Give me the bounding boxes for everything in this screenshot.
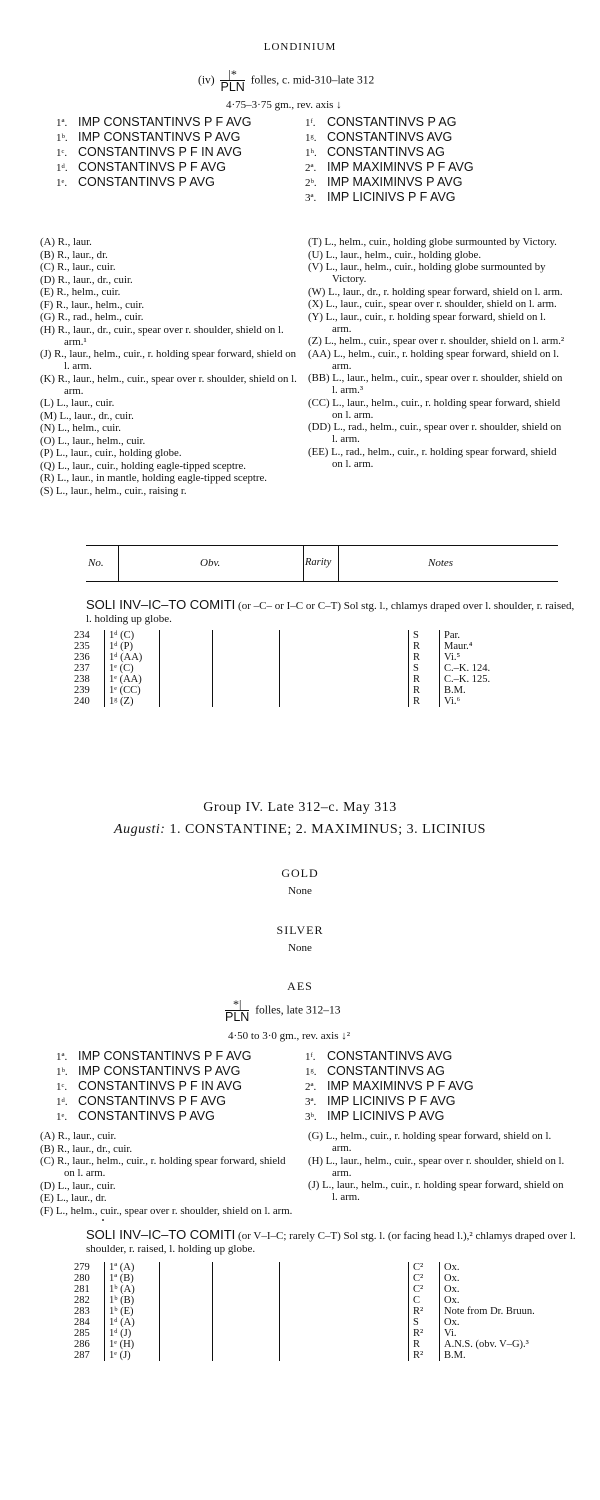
bust-type-item: (CC) L., laur., helm., cuir., r. holding spear forward, shield on l. arm. [308,396,561,421]
empty-cell [213,696,280,707]
bust-type-item: (T) L., helm., cuir., holding globe surmounted by Victory. [308,236,557,248]
empty-cell [160,1339,213,1350]
empty-cell [160,1295,213,1306]
empty-cell [280,1295,355,1306]
table-row [74,641,584,652]
empty-cell [213,641,280,652]
legend-key: 1ᵍ. [305,132,317,144]
header-no: No. [88,557,104,569]
table-row [74,1295,584,1306]
table-header-divider [303,545,304,581]
rarity: R [409,685,440,696]
empty-cell [213,1339,280,1350]
empty-cell [280,1317,355,1328]
bust-type-item: (B) R., laur., dr., cuir. [40,1142,133,1155]
obverse-ref: 1ᵍ (Z) [105,696,160,707]
empty-cell [160,1317,213,1328]
legend-text: CONSTANTINVS AVG [327,130,453,144]
running-head: LONDINIUM [263,41,337,53]
empty-cell [354,1317,409,1328]
empty-cell [213,652,280,663]
catalogue-number: 281 [74,1284,90,1295]
group4-issue-description: folles, late 312–13 [255,1004,341,1017]
obverse-legend-item [56,1050,296,1064]
obverse-legend-item [56,161,296,175]
bust-type-item: (J) L., laur., helm., cuir., r. holding spear forward, shield on l. arm. [308,1179,564,1203]
augusti-line [0,822,600,839]
empty-cell [280,1328,355,1339]
catalogue-number: 279 [74,1262,90,1273]
table-row [74,674,584,685]
empty-cell [213,685,280,696]
obverse-legend-item [56,146,296,160]
legend-text: CONSTANTINVS P AVG [78,1109,215,1123]
catalogue-number: 235 [74,641,90,652]
rarity: R² [409,1328,440,1339]
legend-key: 1ᶠ. [305,1051,316,1063]
table-row [74,663,584,674]
obverse-legends-right [305,116,575,206]
obverse-legend-item [56,1110,296,1124]
notes: Ox. [440,1284,585,1295]
obverse-legend-item [305,116,575,130]
catalogue-number: 284 [74,1317,90,1328]
notes: B.M. [440,1350,585,1361]
obverse-ref: 1ᵉ (CC) [105,685,160,696]
empty-cell [213,1317,280,1328]
bust-type-item: (R) L., laur., in mantle, holding eagle-tipped sceptre. [40,472,267,484]
obverse-ref: 1ᵈ (A) [105,1317,160,1328]
obverse-legend-item [56,131,296,145]
legend-text: IMP LICINIVS P AVG [327,1109,445,1123]
empty-cell [280,1273,355,1284]
empty-cell [354,1350,409,1361]
obverse-ref: 1ᵉ (AA) [105,674,160,685]
group4-weight-axis: 4·50 to 3·0 gm., rev. axis ↓² [228,1030,351,1042]
gold-none: None [288,885,312,897]
group4-bust-types-left [40,1130,298,1217]
legend-text: IMP CONSTANTINVS P F AVG [78,115,252,129]
empty-cell [213,674,280,685]
bust-type-item: (A) R., laur. [40,236,92,248]
group4-obverse-legends-left [56,1050,296,1125]
printer-dot [102,1219,104,1221]
legend-text: IMP CONSTANTINVS P F AVG [78,1049,252,1063]
aes-heading: AES [287,979,313,993]
obverse-legend-item [305,161,575,175]
notes: Vi.⁶ [440,696,585,707]
mint-mark [220,68,244,94]
issue-description: folles, c. mid-310–late 312 [250,74,375,87]
bust-type-item: (S) L., laur., helm., cuir., raising r. [40,484,187,497]
obverse-legend-item [305,176,575,190]
table-row [74,685,584,696]
empty-cell [354,1273,409,1284]
obverse-ref: 1ᵇ (E) [105,1306,160,1317]
legend-key: 1ᵇ. [56,1066,68,1078]
empty-cell [280,652,355,663]
obverse-legend-item [305,131,575,145]
obverse-legend-item [56,1080,296,1094]
notes: Ox. [440,1295,585,1306]
empty-cell [280,674,355,685]
empty-cell [280,663,355,674]
group-title: Group IV. Late 312–c. May 313 [203,800,397,815]
obverse-ref: 1ª (A) [105,1262,160,1273]
reverse-description [86,598,576,626]
bust-type-item: (L) L., laur., cuir. [40,397,115,409]
rarity: C² [409,1284,440,1295]
notes: Ox. [440,1262,585,1273]
legend-text: CONSTANTINVS P AG [327,115,457,129]
table-row [74,652,584,663]
group4-mint-mark [225,998,249,1024]
header-notes: Notes [428,557,454,569]
notes: Par. [440,630,585,641]
rarity: R [409,1339,440,1350]
notes: Maur.⁴ [440,641,585,652]
empty-cell [354,641,409,652]
augusti-names: 1. CONSTANTINE; 2. MAXIMINUS; 3. LICINIUS [169,822,486,837]
empty-cell [354,1306,409,1317]
empty-cell [213,630,280,641]
legend-key: 1ᵇ. [56,132,68,144]
empty-cell [280,1262,355,1273]
empty-cell [354,630,409,641]
rarity: C² [409,1273,440,1284]
obverse-legend-item [305,146,575,160]
reverse-legend: SOLI INV–IC–TO COMITI [86,597,236,612]
silver-none: None [288,942,312,954]
augusti-label: Augusti: [114,822,166,837]
bust-type-item: (AA) L., helm., cuir., r. holding spear forward, shield on l. arm. [308,347,559,372]
table-row [74,1328,584,1339]
empty-cell [213,1350,280,1361]
notes: C.–K. 124. [440,663,585,674]
catalogue-number: 234 [74,630,90,641]
empty-cell [354,1328,409,1339]
bust-type-item: (E) L., laur., dr. [40,1192,107,1204]
section-label: (iv) [198,74,215,87]
catalogue-number: 285 [74,1328,90,1339]
empty-cell [160,663,213,674]
bust-type-item: (U) L., laur., helm., cuir., holding globe. [308,248,482,261]
group4-reverse-text: (or V–I–C; rarely C–T) Sol stg. l. (or facing head l.),² chlamys draped over l. shoulder, r. raised, l. holding up globe. [86,1230,576,1255]
empty-cell [213,1262,280,1273]
legend-text: IMP MAXIMINVS P AVG [327,175,463,189]
table-header-bottom-rule [86,581,558,582]
group4-mint-mark-line [222,998,522,1024]
legend-key: 3ª. [305,1096,317,1108]
bust-type-item: (F) L., helm., cuir., spear over r. shoulder, shield on l. arm. [40,1204,293,1217]
legend-key: 1ᵉ. [56,1111,68,1123]
obverse-legend-item [56,1095,296,1109]
catalogue-number: 237 [74,663,90,674]
catalogue-number: 240 [74,696,90,707]
empty-cell [213,1295,280,1306]
catalogue-number: 239 [74,685,90,696]
empty-cell [160,696,213,707]
legend-key: 1ᵉ. [56,177,68,189]
mint-mark-line [198,68,498,94]
group4-bust-types-right [308,1130,566,1204]
obverse-legends-left [56,116,296,191]
legend-text: CONSTANTINVS P F IN AVG [78,145,242,159]
group4-reverse-description [86,1228,576,1256]
obverse-ref: 1ᵇ (B) [105,1295,160,1306]
empty-cell [213,1328,280,1339]
rarity: S [409,1317,440,1328]
obverse-ref: 1ᵇ (A) [105,1284,160,1295]
empty-cell [280,630,355,641]
legend-key: 3ᵇ. [305,1111,317,1123]
rarity: C² [409,1262,440,1273]
legend-text: CONSTANTINVS P F AVG [78,1094,226,1108]
bust-type-item: (E) R., helm., cuir. [40,286,121,298]
catalogue-number: 286 [74,1339,90,1350]
empty-cell [160,1262,213,1273]
obverse-ref: 1ª (B) [105,1273,160,1284]
empty-cell [354,1295,409,1306]
bust-type-item: (G) R., rad., helm., cuir. [40,311,144,323]
empty-cell [213,1306,280,1317]
legend-text: CONSTANTINVS AVG [327,1049,453,1063]
empty-cell [160,1350,213,1361]
obverse-ref: 1ᵉ (H) [105,1339,160,1350]
rarity: R [409,652,440,663]
bust-type-item: (BB) L., laur., helm., cuir., spear over r. shoulder, shield on l. arm.³ [308,372,563,396]
empty-cell [160,685,213,696]
weight-axis: 4·75–3·75 gm., rev. axis ↓ [226,99,342,111]
table-header-top-rule [86,545,558,546]
rarity: R [409,641,440,652]
rarity: R² [409,1350,440,1361]
empty-cell [280,641,355,652]
obverse-legend-item [56,116,296,130]
group4-obverse-legends-right [305,1050,575,1125]
legend-text: IMP MAXIMINVS P F AVG [327,160,474,174]
bust-types-left [40,236,298,497]
legend-text: CONSTANTINVS AG [327,145,445,159]
bust-type-item: (F) R., laur., helm., cuir. [40,298,145,311]
mint-mark-top: |* [220,68,244,81]
empty-cell [354,1339,409,1350]
table-row [74,696,584,707]
table-header-divider [118,545,119,581]
catalogue-table-279-287 [74,1262,584,1361]
table-row [74,1350,584,1361]
bust-type-item: (G) L., helm., cuir., r. holding spear forward, shield on l. arm. [308,1130,552,1154]
obverse-ref: 1ᵉ (C) [105,663,160,674]
catalogue-number: 287 [74,1350,90,1361]
bust-type-item: (C) R., laur., cuir. [40,261,116,273]
table-row [74,1273,584,1284]
catalogue-number: 282 [74,1295,90,1306]
legend-key: 1ʰ. [305,147,317,159]
bust-type-item: (W) L., laur., dr., r. holding spear forward, shield on l. arm. [308,285,563,298]
bust-type-item: (D) R., laur., dr., cuir. [40,273,133,286]
bust-type-item: (EE) L., rad., helm., cuir., r. holding spear forward, shield on l. arm. [308,445,557,470]
bust-types-right [308,236,566,470]
obverse-ref: 1ᵈ (P) [105,641,160,652]
table-row [74,630,584,641]
catalogue-table-234-240 [74,630,584,707]
empty-cell [160,1328,213,1339]
catalogue-number: 236 [74,652,90,663]
empty-cell [160,1306,213,1317]
obverse-legend-item [56,1065,296,1079]
empty-cell [160,652,213,663]
legend-key: 3ª. [305,192,317,204]
rarity: R [409,696,440,707]
catalogue-number: 283 [74,1306,90,1317]
bust-type-item: (H) R., laur., dr., cuir., spear over r. shoulder, shield on l. arm.¹ [40,323,284,348]
header-obv: Obv. [200,557,221,569]
legend-text: CONSTANTINVS P F IN AVG [78,1079,242,1093]
legend-text: IMP CONSTANTINVS P AVG [78,130,241,144]
empty-cell [354,685,409,696]
table-row [74,1339,584,1350]
group4-reverse-legend: SOLI INV–IC–TO COMITI [86,1227,236,1242]
catalogue-number: 280 [74,1273,90,1284]
notes: Vi.⁵ [440,652,585,663]
bust-type-item: (DD) L., rad., helm., cuir., spear over r. shoulder, shield on l. arm. [308,421,562,445]
bust-type-item: (C) R., laur., helm., cuir., r. holding spear forward, shield on l. arm. [40,1155,286,1179]
bust-type-item: (P) L., laur., cuir., holding globe. [40,447,182,459]
table-row [74,1284,584,1295]
obverse-ref: 1ᵈ (C) [105,630,160,641]
legend-text: IMP LICINIVS P F AVG [327,1094,456,1108]
legend-key: 1ᵍ. [305,1066,317,1078]
empty-cell [354,1262,409,1273]
legend-text: IMP MAXIMINVS P F AVG [327,1079,474,1093]
obverse-ref: 1ᵈ (AA) [105,652,160,663]
bust-type-item: (J) R., laur., helm., cuir., r. holding spear forward, shield on l. arm. [40,348,297,372]
group4-mint-mark-bottom: PLN [225,1010,250,1024]
notes: B.M. [440,685,585,696]
legend-text: CONSTANTINVS P F AVG [78,160,226,174]
obverse-legend-item [56,176,296,190]
rarity: S [409,630,440,641]
obverse-legend-item [305,1095,575,1109]
notes: Ox. [440,1317,585,1328]
bust-type-item: (Y) L., laur., cuir., r. holding spear forward, shield on l. arm. [308,310,546,335]
empty-cell [160,630,213,641]
empty-cell [160,1284,213,1295]
legend-key: 1ᵈ. [56,1096,68,1108]
notes: C.–K. 125. [440,674,585,685]
bust-type-item: (Q) L., laur., cuir., holding eagle-tipped sceptre. [40,459,246,472]
gold-heading: GOLD [281,866,319,880]
legend-text: IMP LICINIVS P F AVG [327,190,456,204]
bust-type-item: (D) L., laur., cuir. [40,1179,116,1192]
empty-cell [354,663,409,674]
header-rarity: Rarity [305,557,332,568]
bust-type-item: (K) R., laur., helm., cuir., spear over r. shoulder, shield on l. arm. [40,372,297,397]
legend-key: 2ª. [305,1081,317,1093]
bust-type-item: (Z) L., helm., cuir., spear over r. shoulder, shield on l. arm.² [308,335,565,347]
empty-cell [354,652,409,663]
legend-key: 1ᶠ. [305,117,316,129]
rarity: R² [409,1306,440,1317]
obverse-legend-item [305,1050,575,1064]
obverse-ref: 1ᵈ (J) [105,1328,160,1339]
empty-cell [280,685,355,696]
rarity: R [409,674,440,685]
notes: A.N.S. (obv. V–G).³ [440,1339,585,1350]
legend-text: CONSTANTINVS AG [327,1064,445,1078]
catalogue-table [74,1262,584,1361]
silver-heading: SILVER [276,923,324,937]
mint-mark-bottom: PLN [220,80,245,94]
empty-cell [213,1273,280,1284]
bust-type-item: (H) L., laur., helm., cuir., spear over r. shoulder, shield on l. arm. [308,1154,565,1179]
notes: Vi. [440,1328,585,1339]
obverse-legend-item [305,1110,575,1124]
legend-key: 1ª. [56,117,68,129]
legend-key: 2ᵇ. [305,177,317,189]
table-row [74,1306,584,1317]
notes: Note from Dr. Bruun. [440,1306,585,1317]
bust-type-item: (X) L., laur., cuir., spear over r. shoulder, shield on l. arm. [308,298,557,310]
empty-cell [354,674,409,685]
empty-cell [160,674,213,685]
obverse-legend-item [305,1080,575,1094]
catalogue-number: 238 [74,674,90,685]
empty-cell [160,641,213,652]
group4-mint-mark-top: *| [225,998,249,1011]
catalogue-table [74,630,584,707]
legend-text: IMP CONSTANTINVS P AVG [78,1064,241,1078]
obverse-ref: 1ᵉ (J) [105,1350,160,1361]
bust-type-item: (A) R., laur., cuir. [40,1130,117,1142]
bust-type-item: (M) L., laur., dr., cuir. [40,409,134,422]
bust-type-item: (N) L., helm., cuir. [40,422,121,434]
bust-type-item: (V) L., laur., helm., cuir., holding globe surmounted by Victory. [308,261,546,285]
empty-cell [280,1350,355,1361]
legend-text: CONSTANTINVS P AVG [78,175,215,189]
legend-key: 2ª. [305,162,317,174]
rarity: S [409,663,440,674]
legend-key: 1ᶜ. [56,147,68,159]
empty-cell [213,663,280,674]
table-row [74,1262,584,1273]
bust-type-item: (O) L., laur., helm., cuir. [40,434,146,447]
rarity: C [409,1295,440,1306]
empty-cell [354,696,409,707]
notes: Ox. [440,1273,585,1284]
table-header-divider [338,545,339,581]
table-row [74,1317,584,1328]
empty-cell [213,1284,280,1295]
empty-cell [280,1284,355,1295]
empty-cell [280,696,355,707]
obverse-legend-item [305,191,575,205]
empty-cell [160,1273,213,1284]
empty-cell [354,1284,409,1295]
bust-type-item: (B) R., laur., dr. [40,248,108,261]
reverse-text: (or –C– or I–C or C–T) Sol stg. l., chlamys draped over l. shoulder, r. raised, l. holding up globe. [86,600,575,625]
obverse-legend-item [305,1065,575,1079]
empty-cell [280,1306,355,1317]
legend-key: 1ª. [56,1051,68,1063]
empty-cell [280,1339,355,1350]
legend-key: 1ᵈ. [56,162,68,174]
legend-key: 1ᶜ. [56,1081,68,1093]
